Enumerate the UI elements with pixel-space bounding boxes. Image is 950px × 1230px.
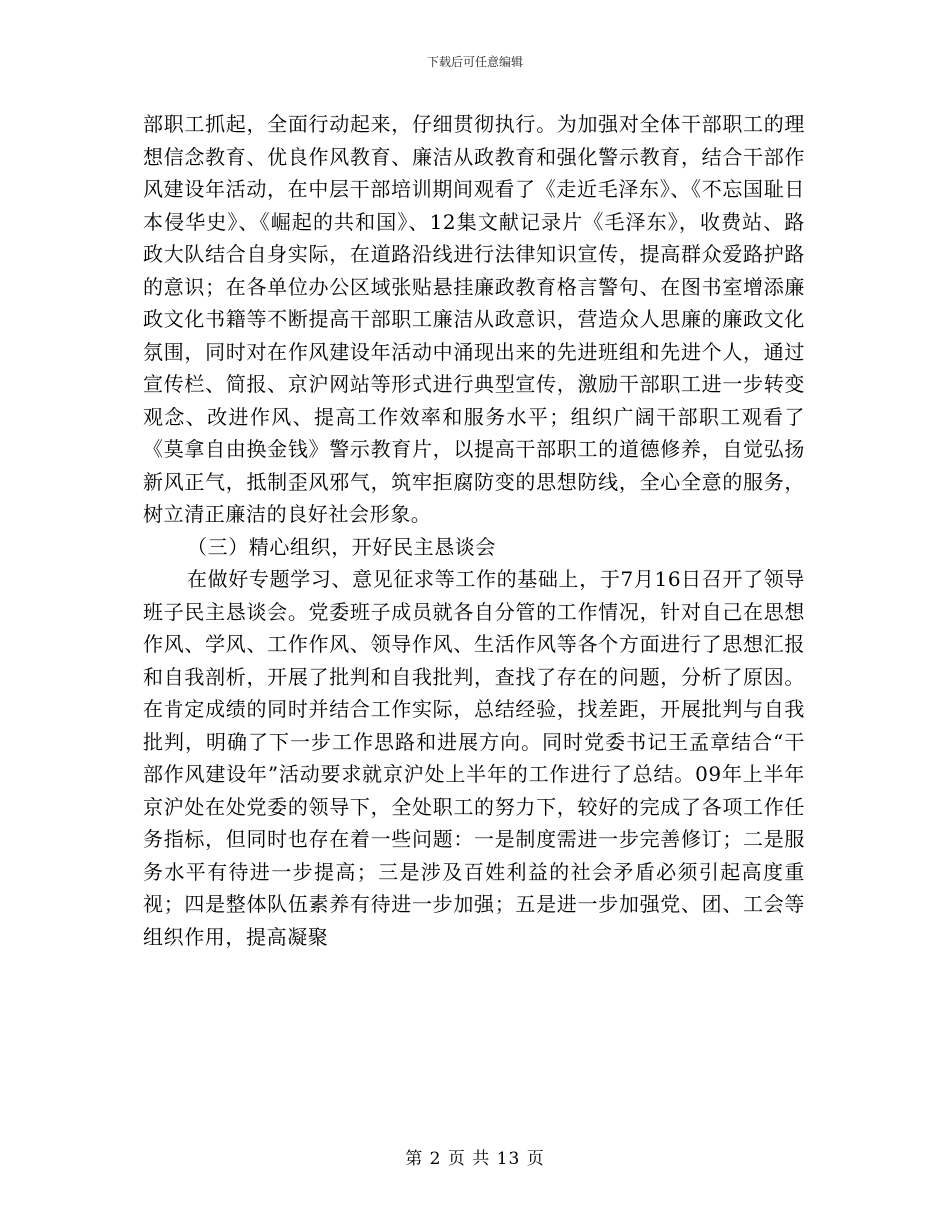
page-header: 下载后可任意编辑: [426, 55, 523, 69]
page-number-footer: 第 2 页 共 13 页: [405, 1149, 545, 1169]
document-body: [143, 108, 805, 953]
section-heading: （三）精心组织，开好民主恳谈会: [187, 534, 496, 559]
body-paragraph-continuation: 部职工抓起，全面行动起来，仔细贯彻执行。为加强对全体干部职工的理想信念教育、优良作风教育、廉洁从政教育和强化警示教育，结合干部作风建设年活动，在中层干部培训期间观看了《走近毛泽东》、《不忘国耻日本侵华史》、《崛起的共和国》、12集文献记录片《毛泽东》，收费站、路政大队结合自身实际，在道路沿线进行法律知识宣传，提高群众爱路护路的意识；在各单位办公区域张贴悬挂廉政教育格言警句、在图书室增添廉政文化书籍等不断提高干部职工廉洁从政意识，营造众人思廉的廉政文化氛围，同时对在作风建设年活动中涌现出来的先进班组和先进个人，通过宣传栏、简报、京沪网站等形式进行典型宣传，激励干部职工进一步转变观念、改进作风、提高工作效率和服务水平；组织广阔干部职工观看了《莫拿自由换金钱》警示教育片，以提高干部职工的道德修养，自觉弘扬新风正气，抵制歪风邪气，筑牢拒腐防变的思想防线，全心全意的服务，树立清正廉洁的良好社会形象。: [143, 112, 805, 526]
body-paragraph: 在做好专题学习、意见征求等工作的基础上，于7月16日召开了领导班子民主恳谈会。党委班子成员就各自分管的工作情况，针对自己在思想作风、学风、工作作风、领导作风、生活作风等各个方面进行了思想汇报和自我剖析，开展了批判和自我批判，查找了存在的问题，分析了原因。在肯定成绩的同时并结合工作实际，总结经验，找差距，开展批判与自我批判，明确了下一步工作思路和进展方向。同时党委书记王孟章结合“干部作风建设年”活动要求就京沪处上半年的工作进行了总结。09年上半年京沪处在处党委的领导下，全处职工的努力下，较好的完成了各项工作任务指标，但同时也存在着一些问题：一是制度需进一步完善修订；二是服务水平有待进一步提高；三是涉及百姓利益的社会矛盾必须引起高度重视；四是整体队伍素养有待进一步加强；五是进一步加强党、团、工会等组织作用，提高凝聚: [143, 567, 805, 949]
